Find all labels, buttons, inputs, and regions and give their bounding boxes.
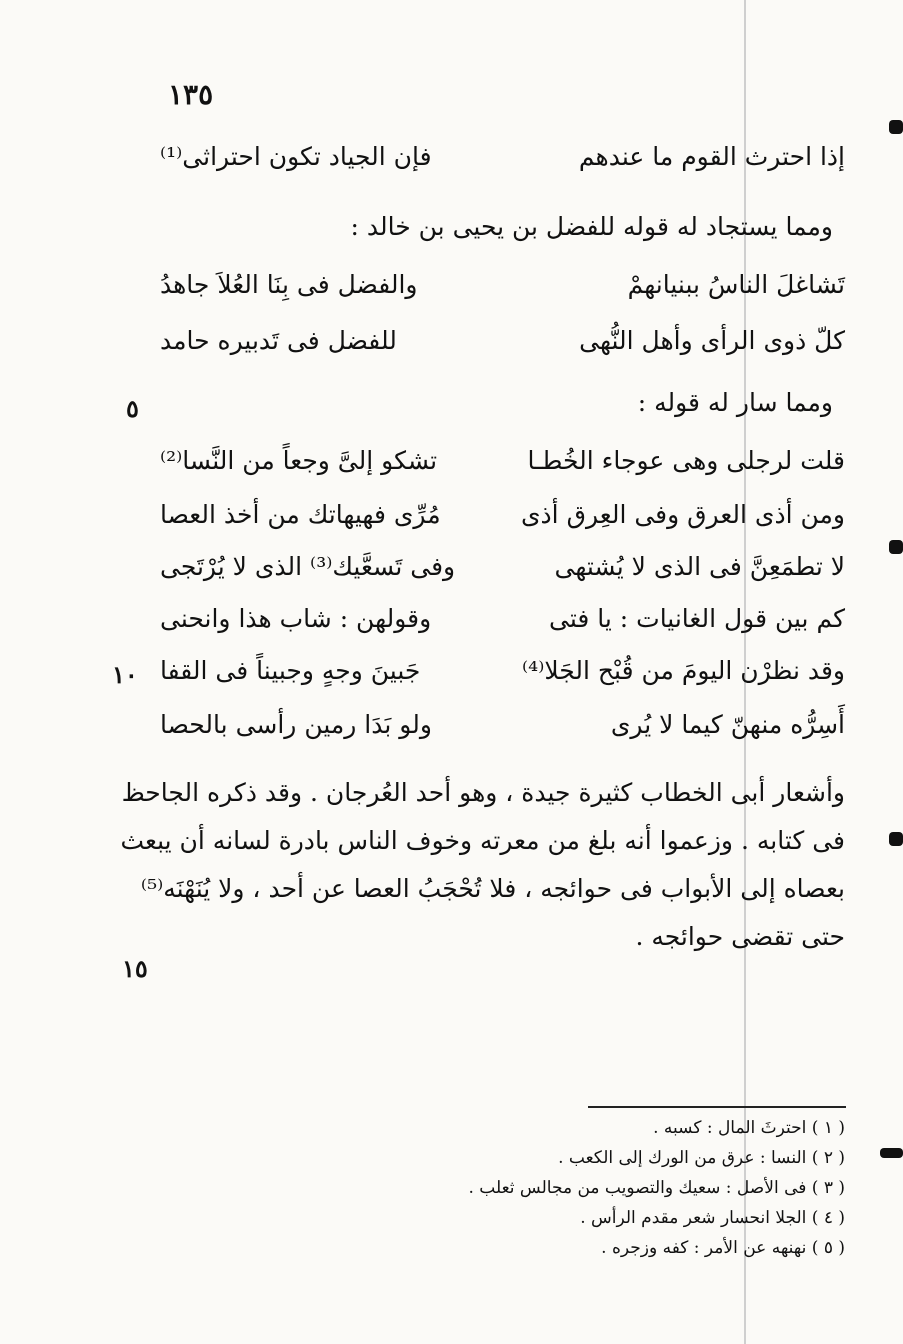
footnote-rule: [588, 1106, 846, 1108]
paragraph-line: بعصاه إلى الأبواب فى حوائجه ، فلا تُحْجَبُ العصا عن أحد ، ولا يُنَهْنَه⁽⁵⁾: [140, 874, 845, 903]
scan-mark: [880, 1148, 903, 1158]
scan-mark: [889, 540, 903, 554]
line-number: ٥: [126, 394, 139, 423]
hemistich: تَشاغلَ الناسُ ببنيانهمْ: [627, 270, 845, 299]
footnote: ( ٣ ) فى الأصل : سعيك والتصويب من مجالس ثعلب .: [468, 1178, 845, 1198]
hemistich: ومن أذى العرق وفى العِرق أذى: [520, 500, 845, 529]
verse-line: [160, 270, 845, 320]
verse-line: [160, 604, 845, 654]
verse-line: [160, 656, 845, 706]
hemistich: وقولهن : شاب هذا وانحنى: [160, 604, 432, 633]
hemistich: كلّ ذوى الرأى وأهل النُّهى: [579, 326, 845, 355]
hemistich: قلت لرجلى وهى عوجاء الخُطـا: [527, 446, 845, 475]
hemistich: كم بين قول الغانيات : يا فتى: [548, 604, 845, 633]
hemistich: لا تطمَعِنَّ فى الذى لا يُشتهى: [554, 552, 845, 581]
hemistich: مُرِّى فهيهاتك من أخذ العصا: [160, 500, 441, 529]
paragraph-line: وأشعار أبى الخطاب كثيرة جيدة ، وهو أحد العُرجان . وقد ذكره الجاحظ: [121, 778, 845, 807]
page-number: ١٣٥: [168, 78, 214, 111]
line-number: ١٠: [112, 660, 138, 689]
verse-line: [160, 500, 845, 550]
hemistich: وفى تَسعَّيك⁽³⁾ الذى لا يُرْتَجى: [160, 552, 456, 581]
hemistich: جَبينَ وجهٍ وجبيناً فى القفا: [160, 656, 421, 685]
hemistich: وقد نظرْن اليومَ من قُبْح الجَلا⁽⁴⁾: [522, 656, 845, 685]
scan-mark: [889, 120, 903, 134]
hemistich: فإن الجياد تكون احتراثى⁽¹⁾: [160, 142, 432, 171]
hemistich: للفضل فى تَدبيره حامد: [160, 326, 397, 355]
paragraph-line: حتى تقضى حوائجه .: [635, 922, 845, 951]
verse-line: [160, 552, 845, 602]
footnote: ( ١ ) احترثَ المال : كسبه .: [653, 1118, 845, 1138]
verse-line: [160, 710, 845, 760]
hemistich: إذا احترث القوم ما عندهم: [578, 142, 845, 171]
hemistich: تشكو إلىَّ وجعاً من النَّسا⁽²⁾: [160, 446, 438, 475]
line-number: ١٥: [122, 954, 148, 983]
intro-line: ومما يستجاد له قوله للفضل بن يحيى بن خالد :: [350, 212, 833, 241]
paragraph-line: فى كتابه . وزعموا أنه بلغ من معرته وخوف الناس بادرة لسانه أن يبعث: [120, 826, 845, 855]
intro-line: ومما سار له قوله :: [637, 388, 833, 417]
footnote: ( ٥ ) نهنهه عن الأمر : كفه وزجره .: [601, 1238, 845, 1258]
scan-mark: [889, 832, 903, 846]
footnote: ( ٤ ) الجلا انحسار شعر مقدم الرأس .: [580, 1208, 845, 1228]
hemistich: أَسِرُّه منهنّ كيما لا يُرى: [610, 710, 845, 739]
hemistich: ولو بَدَا رمين رأسى بالحصا: [160, 710, 432, 739]
hemistich: والفضل فى بِنَا العُلاَ جاهدُ: [160, 270, 418, 299]
verse-line: [160, 446, 845, 496]
verse-line: [160, 326, 845, 376]
footnotes: [300, 1118, 845, 1268]
verse-line: [160, 142, 845, 192]
footnote: ( ٢ ) النسا : عرق من الورك إلى الكعب .: [558, 1148, 845, 1168]
